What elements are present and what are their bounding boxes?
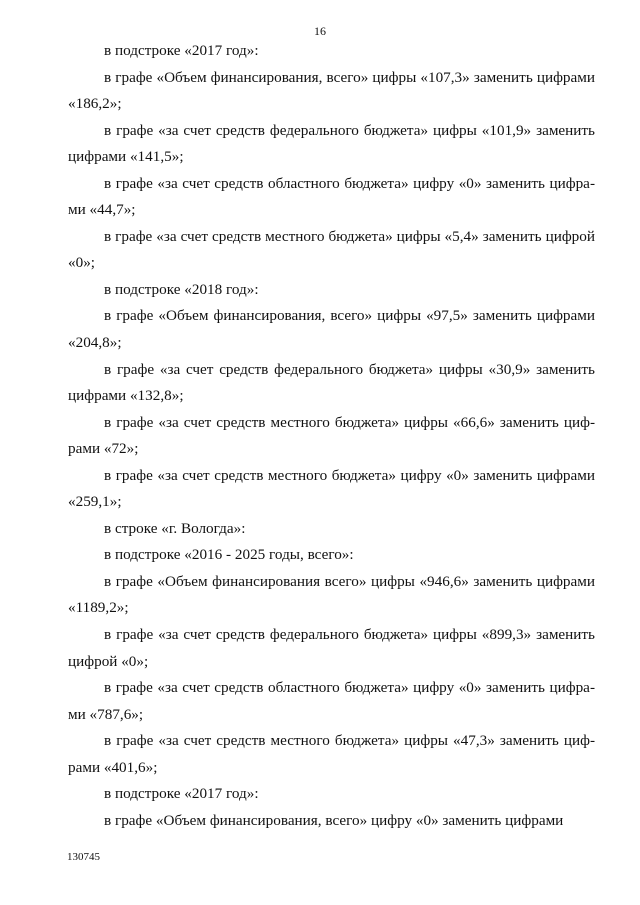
- paragraph: в подстроке «2017 год»:: [104, 42, 259, 59]
- document-code: 130745: [67, 851, 100, 863]
- paragraph: в графе «за счет средств федерального бюджета» цифры «899,3» заменить цифрой «0»;: [68, 626, 595, 670]
- paragraph: в графе «за счет средств местного бюджета» цифры «66,6» заменить цифрами «72»;: [68, 413, 595, 458]
- paragraph: в графе «за счет средств местного бюджета» цифры «5,4» заменить цифрой «0»;: [68, 227, 595, 272]
- paragraph: в графе «Объем финансирования, всего» цифры «107,3» заменить цифрами «186,2»;: [68, 68, 595, 113]
- paragraph: в графе «за счет средств местного бюджета» цифры «47,3» заменить цифрами «401,6»;: [68, 732, 595, 776]
- page-number: 16: [314, 24, 326, 38]
- paragraph: в подстроке «2017 год»:: [104, 785, 259, 803]
- document-body: [68, 38, 595, 834]
- paragraph: в графе «за счет средств областного бюджета» цифру «0» заменить цифрами «44,7»;: [68, 174, 595, 219]
- paragraph: в графе «за счет средств федерального бюджета» цифры «101,9» заменить цифрами «141,5»;: [68, 121, 595, 166]
- paragraph: в графе «Объем финансирования, всего» цифры «97,5» заменить цифрами «204,8»;: [68, 307, 595, 352]
- paragraph: в строке «г. Вологда»:: [104, 519, 246, 537]
- paragraph: в графе «Объем финансирования всего» цифры «946,6» заменить цифрами «1189,2»;: [68, 572, 595, 617]
- paragraph: в графе «за счет средств областного бюджета» цифру «0» заменить цифрами «787,6»;: [68, 679, 595, 723]
- paragraph: в графе «Объем финансирования, всего» цифру «0» заменить цифрами: [104, 811, 564, 829]
- paragraph: в подстроке «2018 год»:: [104, 280, 259, 298]
- paragraph: в графе «за счет средств федерального бюджета» цифры «30,9» заменить цифрами «132,8»;: [68, 360, 595, 405]
- paragraph: в подстроке «2016 - 2025 годы, всего»:: [104, 546, 354, 564]
- paragraph: в графе «за счет средств местного бюджета» цифру «0» заменить цифрами «259,1»;: [68, 466, 595, 511]
